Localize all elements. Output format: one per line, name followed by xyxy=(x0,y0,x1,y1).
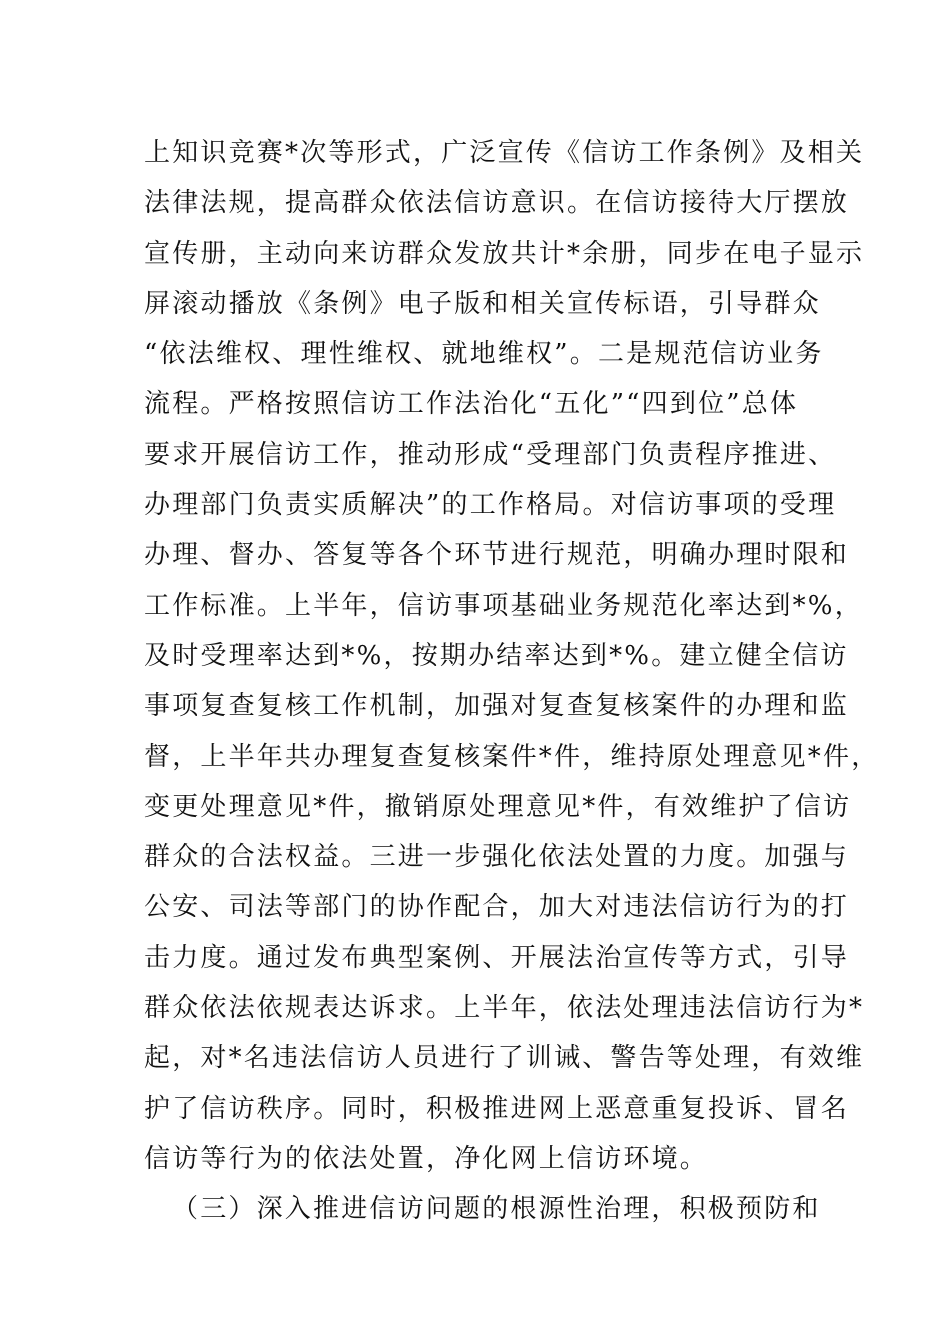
text-line: 击力度。通过发布典型案例、开展法治宣传等方式，引导 xyxy=(144,942,850,973)
text-line: 上知识竞赛*次等形式，广泛宣传《信访工作条例》及相关 xyxy=(144,138,865,168)
text-line: 要求开展信访工作，推动形成“受理部门负责程序推进、 xyxy=(144,439,837,470)
text-line: “依法维权、理性维权、就地维权”。二是规范信访业务 xyxy=(144,339,824,370)
text-line: 护了信访秩序。同时，积极推进网上恶意重复投诉、冒名 xyxy=(144,1093,850,1124)
text-line: 工作标准。上半年，信访事项基础业务规范化率达到*%， xyxy=(144,590,863,621)
text-line: 宣传册，主动向来访群众发放共计*余册，同步在电子显示 xyxy=(144,238,865,269)
text-line: 公安、司法等部门的协作配合，加大对违法信访行为的打 xyxy=(144,892,850,923)
body-text xyxy=(144,128,880,1235)
text-line: 及时受理率达到*%，按期办结率达到*%。建立健全信访 xyxy=(144,640,849,671)
text-line: 信访等行为的依法处置，净化网上信访环境。 xyxy=(144,1143,709,1174)
text-line: 变更处理意见*件，撤销原处理意见*件，有效维护了信访 xyxy=(144,791,852,822)
text-line: 事项复查复核工作机制，加强对复查复核案件的办理和监 xyxy=(144,691,850,722)
text-line: 办理部门负责实质解决”的工作格局。对信访事项的受理 xyxy=(144,490,837,521)
text-line: 督，上半年共办理复查复核案件*件，维持原处理意见*件， xyxy=(144,741,880,772)
text-line: 群众依法依规表达诉求。上半年，依法处理违法信访行为* xyxy=(144,993,865,1024)
text-line: 屏滚动播放《条例》电子版和相关宣传标语，引导群众 xyxy=(144,288,821,319)
section-heading-line: （三）深入推进信访问题的根源性治理，积极预防和 xyxy=(172,1194,821,1225)
text-line: 法律法规，提高群众依法信访意识。在信访接待大厅摆放 xyxy=(144,188,850,219)
text-line: 群众的合法权益。三进一步强化依法处置的力度。加强与 xyxy=(144,842,850,873)
text-line: 起，对*名违法信访人员进行了训诫、警告等处理，有效维 xyxy=(144,1043,865,1074)
text-line: 流程。严格按照信访工作法治化“五化”“四到位”总体 xyxy=(144,389,799,420)
text-line: 办理、督办、答复等各个环节进行规范，明确办理时限和 xyxy=(144,540,850,571)
